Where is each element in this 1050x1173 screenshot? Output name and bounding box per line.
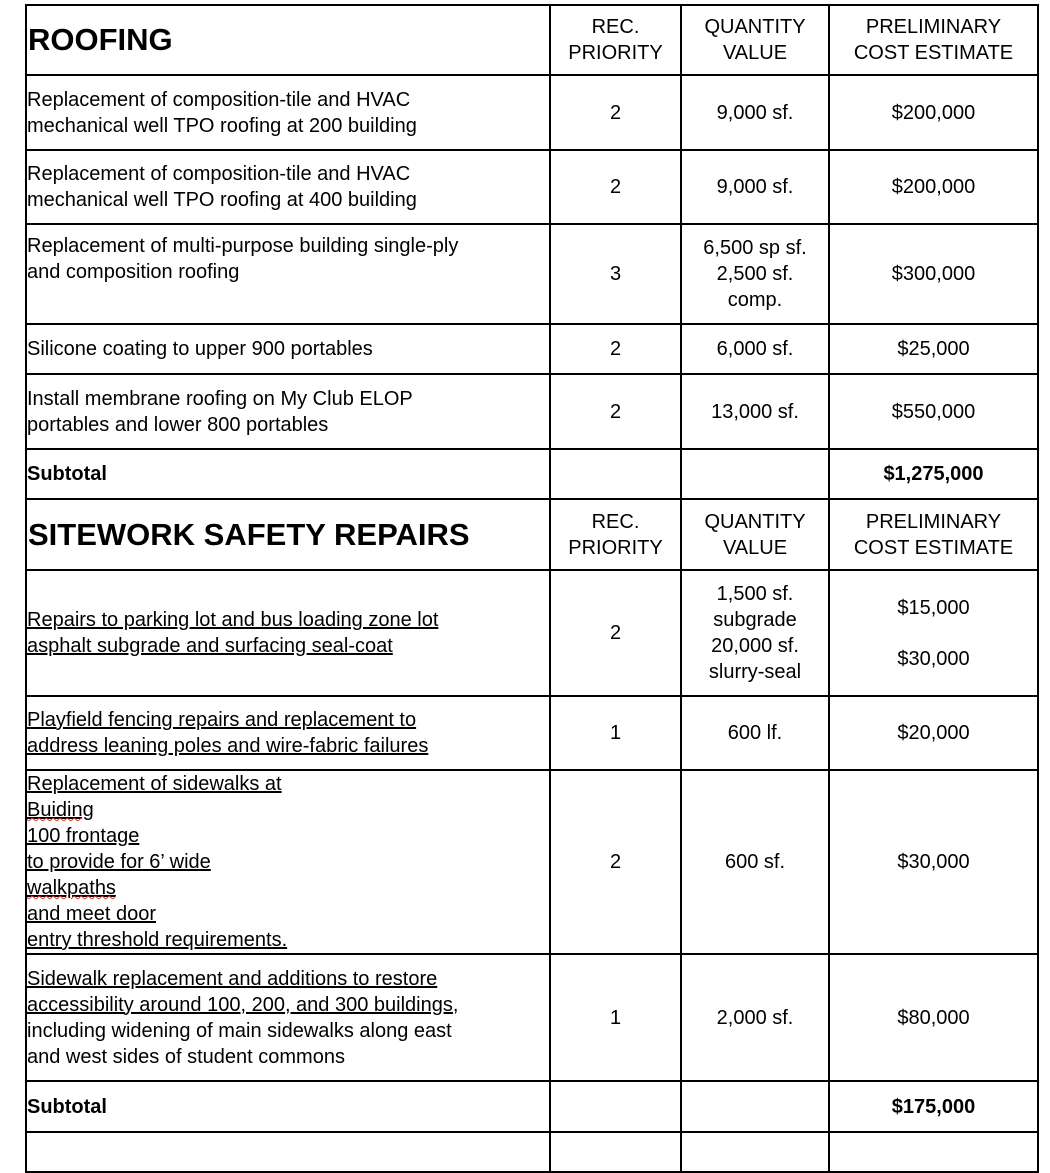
empty-cell <box>681 449 829 499</box>
row-cost: $80,000 <box>829 954 1038 1081</box>
roofing-header-row <box>26 5 1038 75</box>
row-priority: 1 <box>550 954 681 1081</box>
row-priority: 1 <box>550 696 681 770</box>
row-description: Replacement of multi-purpose building single-ply and composition roofing <box>26 224 550 324</box>
row-cost: $550,000 <box>829 374 1038 449</box>
row-quantity: 600 lf. <box>681 696 829 770</box>
empty-cell <box>550 449 681 499</box>
row-priority: 2 <box>550 374 681 449</box>
priority-header: REC. PRIORITY <box>550 499 681 570</box>
row-quantity: 600 sf. <box>681 770 829 954</box>
row-priority: 2 <box>550 75 681 150</box>
row-description: Repairs to parking lot and bus loading zone lot asphalt subgrade and surfacing seal-coat <box>26 570 550 696</box>
row-cost: $200,000 <box>829 150 1038 224</box>
row-priority: 2 <box>550 570 681 696</box>
empty-cell <box>681 1132 829 1172</box>
table-row <box>26 696 1038 770</box>
subtotal-label: Subtotal <box>26 449 550 499</box>
quantity-header: QUANTITY VALUE <box>681 5 829 75</box>
subtotal-label: Subtotal <box>26 1081 550 1132</box>
row-description: Replacement of composition-tile and HVAC mechanical well TPO roofing at 200 building <box>26 75 550 150</box>
empty-cell <box>26 1132 550 1172</box>
sitework-header-row <box>26 499 1038 570</box>
empty-cell <box>550 1081 681 1132</box>
row-description: Replacement of composition-tile and HVAC mechanical well TPO roofing at 400 building <box>26 150 550 224</box>
empty-cell <box>829 1132 1038 1172</box>
row-cost: $300,000 <box>829 224 1038 324</box>
row-cost: $15,000 $30,000 <box>829 570 1038 696</box>
table-row <box>26 75 1038 150</box>
cost-header: PRELIMINARY COST ESTIMATE <box>829 5 1038 75</box>
table-row <box>26 224 1038 324</box>
row-quantity: 2,000 sf. <box>681 954 829 1081</box>
cost-header: PRELIMINARY COST ESTIMATE <box>829 499 1038 570</box>
priority-header: REC. PRIORITY <box>550 5 681 75</box>
row-quantity: 6,000 sf. <box>681 324 829 374</box>
row-priority: 2 <box>550 324 681 374</box>
table-row <box>26 324 1038 374</box>
row-cost: $30,000 <box>829 770 1038 954</box>
row-description: Install membrane roofing on My Club ELOP portables and lower 800 portables <box>26 374 550 449</box>
row-quantity: 9,000 sf. <box>681 75 829 150</box>
subtotal-value: $175,000 <box>829 1081 1038 1132</box>
row-description: Playfield fencing repairs and replacement to address leaning poles and wire-fabric failures <box>26 696 550 770</box>
row-priority: 2 <box>550 770 681 954</box>
empty-cell <box>681 1081 829 1132</box>
quantity-header: QUANTITY VALUE <box>681 499 829 570</box>
row-priority: 2 <box>550 150 681 224</box>
row-cost: $20,000 <box>829 696 1038 770</box>
table-row <box>26 150 1038 224</box>
sitework-section-title: SITEWORK SAFETY REPAIRS <box>26 499 550 570</box>
sitework-subtotal-row <box>26 1081 1038 1132</box>
cost-estimate-table <box>25 4 1039 1173</box>
roofing-section-title: ROOFING <box>26 5 550 75</box>
row-description: Sidewalk replacement and additions to restore accessibility around 100, 200, and 300 buildings, including widening of main sidewalks along east and west sides of student commons <box>26 954 550 1081</box>
table-row <box>26 954 1038 1081</box>
table-row <box>26 770 1038 954</box>
roofing-subtotal-row <box>26 449 1038 499</box>
table-row <box>26 374 1038 449</box>
cutoff-row <box>26 1132 1038 1172</box>
row-quantity: 13,000 sf. <box>681 374 829 449</box>
table-row <box>26 570 1038 696</box>
subtotal-value: $1,275,000 <box>829 449 1038 499</box>
row-quantity: 9,000 sf. <box>681 150 829 224</box>
row-cost: $200,000 <box>829 75 1038 150</box>
row-description: Replacement of sidewalks at Buiding 100 frontage to provide for 6’ wide walkpaths and meet door entry threshold requirements. <box>26 770 550 954</box>
empty-cell <box>550 1132 681 1172</box>
row-quantity: 6,500 sp sf. 2,500 sf. comp. <box>681 224 829 324</box>
row-priority: 3 <box>550 224 681 324</box>
row-cost: $25,000 <box>829 324 1038 374</box>
row-quantity: 1,500 sf. subgrade 20,000 sf. slurry-seal <box>681 570 829 696</box>
row-description: Silicone coating to upper 900 portables <box>26 324 550 374</box>
